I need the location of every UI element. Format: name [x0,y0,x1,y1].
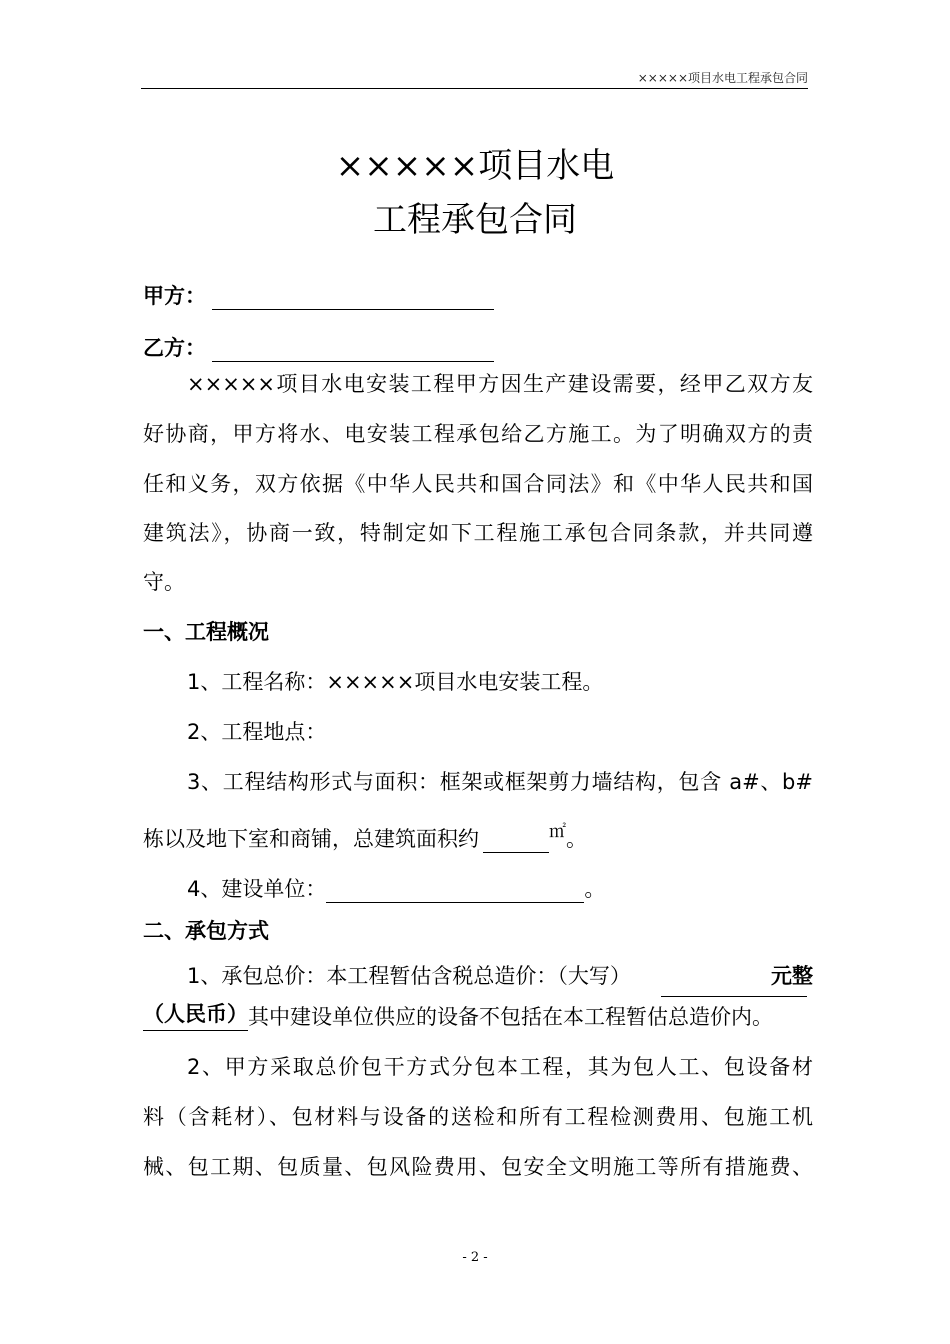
item-structure-line2 [143,818,813,853]
area-unit: ㎡ [549,822,566,842]
area-blank [483,818,549,853]
intro-line-5: 守。 [143,570,185,594]
item-builder-end: 。 [584,877,606,901]
doc-title-line1: ×××××项目水电 [335,146,615,186]
clause2-line1: 2、甲方采取总价包干方式分包本工程，其为包人工、包设备材 [187,1055,813,1079]
running-header: ×××××项目水电工程承包合同 [141,70,808,89]
doc-title-line2: 工程承包合同 [373,200,577,240]
party-b-row [143,327,813,362]
clause2-line3: 械、包工期、包质量、包风险费用、包安全文明施工等所有措施费、 [143,1155,813,1179]
builder-blank [326,868,584,903]
intro-line-2: 好协商，甲方将水、电安装工程承包给乙方施工。为了明确双方的责 [143,422,813,446]
party-b-label: 乙方： [143,336,206,360]
party-b-blank [212,327,494,362]
intro-line-1: ×××××项目水电安装工程甲方因生产建设需要，经甲乙双方友 [187,372,813,396]
yuan-label: 元整 [771,964,813,988]
clause1-text: 1、承包总价：本工程暂估含税总造价：（大写） [187,964,631,988]
rmb-label: （人民币） [143,1000,248,1031]
clause2-line2: 料（含耗材）、包材料与设备的送检和所有工程检测费用、包施工机 [143,1105,813,1129]
clause1-line1 [143,962,813,990]
item-structure-line1: 3、工程结构形式与面积：框架或框架剪力墙结构，包含 a#、b# [187,770,813,794]
party-a-blank [212,281,494,310]
page-number: - 2 - [462,1250,488,1265]
intro-line-4: 建筑法》，协商一致，特制定如下工程施工承包合同条款，并共同遵 [143,521,813,545]
item-structure-text: 栋以及地下室和商铺，总建筑面积约 [143,827,479,851]
item-builder [143,868,857,903]
party-a-row [143,281,813,310]
clause1-line2 [143,1000,813,1031]
party-a-label: 甲方： [143,284,206,308]
item-project-name: 1、工程名称：×××××项目水电安装工程。 [187,670,604,694]
item-structure-end: 。 [566,827,587,851]
item-project-location: 2、工程地点： [187,720,327,744]
intro-line-3: 任和义务，双方依据《中华人民共和国合同法》和《中华人民共和国 [143,472,813,496]
section-heading-1: 一、工程概况 [143,620,269,644]
section-heading-2: 二、承包方式 [143,919,269,943]
clause1-text-2: 其中建设单位供应的设备不包括在本工程暂估总造价内。 [248,1005,773,1029]
item-builder-label: 4、建设单位： [187,877,327,901]
